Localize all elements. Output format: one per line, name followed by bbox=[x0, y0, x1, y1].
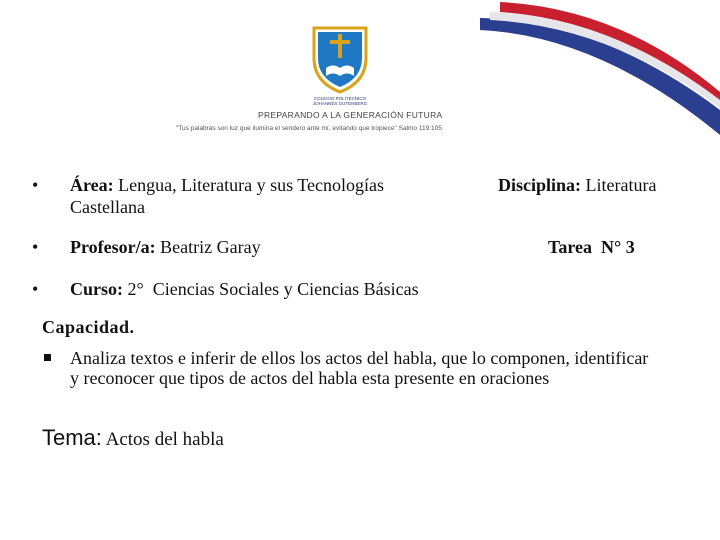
curso-item bbox=[70, 278, 419, 300]
school-name-line2: JOHANNES GUTENBERG bbox=[312, 101, 368, 106]
bullet: • bbox=[32, 279, 39, 299]
disciplina-label: Disciplina: bbox=[498, 175, 582, 195]
area-value: Lengua, Literatura y sus Tecnologías bbox=[113, 175, 384, 195]
flag-stripes-decoration bbox=[480, 0, 720, 135]
profesor-item bbox=[70, 236, 261, 258]
area-value-line2: Castellana bbox=[70, 197, 145, 217]
square-bullet-icon bbox=[44, 354, 51, 361]
disciplina-value: Literatura bbox=[581, 175, 657, 195]
profesor-value: Beatriz Garay bbox=[155, 237, 261, 257]
disciplina-item bbox=[498, 174, 656, 196]
curso-label: Curso: bbox=[70, 279, 123, 299]
tema-line bbox=[42, 425, 224, 451]
tema-value: Actos del habla bbox=[101, 429, 224, 450]
area-item bbox=[70, 174, 440, 218]
tagline: PREPARANDO A LA GENERACIÓN FUTURA bbox=[258, 110, 443, 120]
area-label: Área: bbox=[70, 175, 114, 195]
capacidad-title: Capacidad. bbox=[42, 317, 135, 337]
bullet: • bbox=[32, 175, 39, 195]
bullet: • bbox=[32, 237, 39, 257]
tarea-label: Tarea N° 3 bbox=[548, 237, 635, 257]
curso-value: 2° Ciencias Sociales y Ciencias Básicas bbox=[123, 279, 419, 299]
profesor-label: Profesor/a: bbox=[70, 237, 156, 257]
school-name-line1: COLEGIO POLITÉCNICO bbox=[313, 96, 367, 101]
psalm-quote: "Tus palabras son luz que ilumina el sendero ante mí, evitando que tropiece" Salmo 119:105 bbox=[176, 125, 442, 132]
capacidad-text: Analiza textos e inferir de ellos los actos del habla, que lo componen, identificar y reconocer que tipos de actos del habla esta presente en oraciones bbox=[70, 348, 649, 388]
school-shield-logo bbox=[308, 24, 372, 94]
tema-label: Tema: bbox=[42, 425, 102, 450]
